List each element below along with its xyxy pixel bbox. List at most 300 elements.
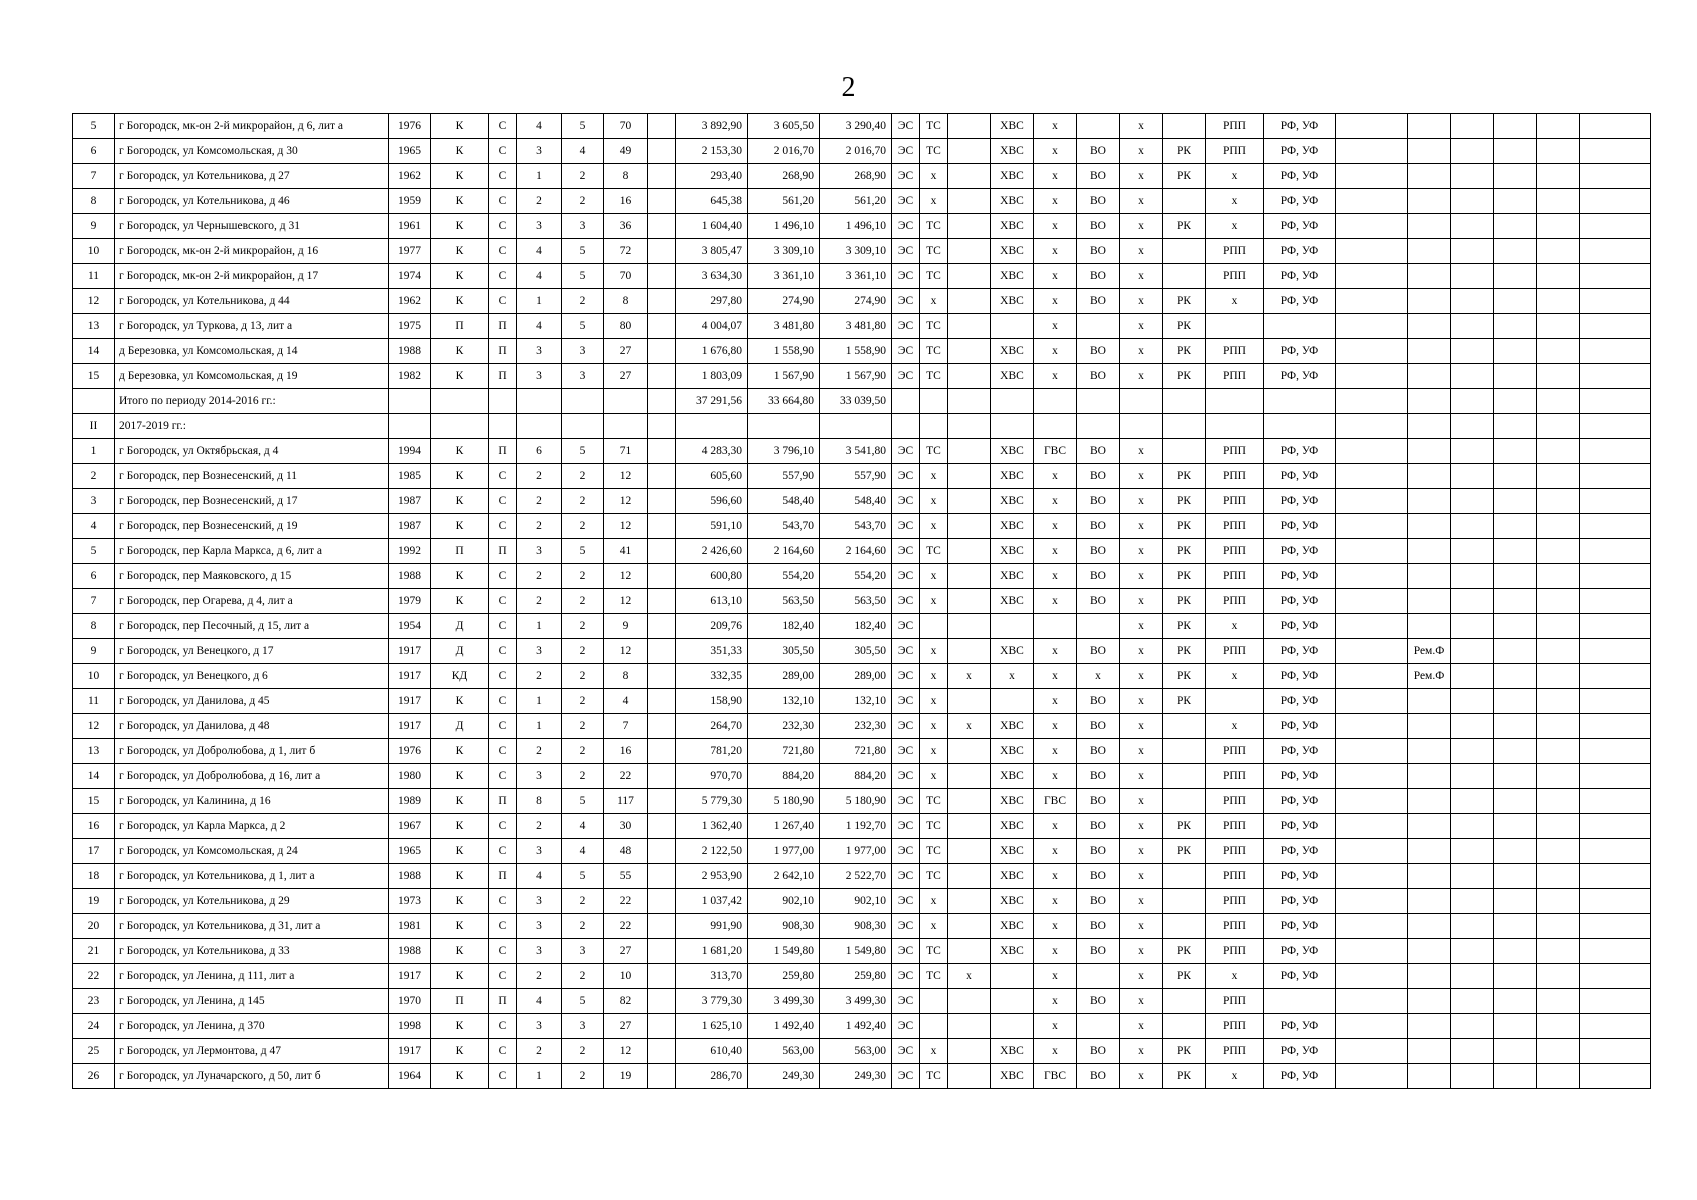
table-cell: 259,80 bbox=[748, 964, 820, 989]
table-cell bbox=[489, 389, 517, 414]
table-cell bbox=[1451, 214, 1494, 239]
table-cell: 1976 bbox=[389, 114, 431, 139]
row-number-cell: 26 bbox=[73, 1064, 115, 1089]
table-cell: ВО bbox=[1077, 514, 1120, 539]
table-cell: ВО bbox=[1077, 814, 1120, 839]
table-cell bbox=[1494, 114, 1537, 139]
table-cell: 4 bbox=[517, 114, 562, 139]
address-cell: г Богородск, ул Ленина, д 145 bbox=[115, 989, 389, 1014]
table-row bbox=[73, 764, 1651, 789]
table-cell: 1 625,10 bbox=[676, 1014, 748, 1039]
table-row bbox=[73, 1064, 1651, 1089]
table-cell bbox=[1580, 564, 1651, 589]
table-cell: х bbox=[1034, 664, 1077, 689]
table-cell bbox=[1580, 464, 1651, 489]
table-cell bbox=[1494, 889, 1537, 914]
table-cell: ЭС bbox=[892, 114, 920, 139]
table-cell: С bbox=[489, 639, 517, 664]
table-cell bbox=[1408, 314, 1451, 339]
table-cell: КД bbox=[431, 664, 489, 689]
table-cell bbox=[1264, 989, 1336, 1014]
table-row bbox=[73, 564, 1651, 589]
table-cell: х bbox=[1077, 664, 1120, 689]
table-cell: 12 bbox=[604, 639, 648, 664]
table-cell bbox=[1537, 714, 1580, 739]
table-cell bbox=[1494, 589, 1537, 614]
table-cell bbox=[1580, 589, 1651, 614]
table-cell: 1917 bbox=[389, 664, 431, 689]
table-cell bbox=[1336, 239, 1408, 264]
table-cell bbox=[1537, 664, 1580, 689]
table-cell: ТС bbox=[920, 114, 948, 139]
table-cell: 5 bbox=[562, 114, 604, 139]
table-cell: 1 676,80 bbox=[676, 339, 748, 364]
table-cell: 5 bbox=[562, 314, 604, 339]
table-cell: 605,60 bbox=[676, 464, 748, 489]
table-cell: РПП bbox=[1206, 889, 1264, 914]
table-cell bbox=[1408, 239, 1451, 264]
table-cell: 3 499,30 bbox=[748, 989, 820, 1014]
table-cell: 2 bbox=[517, 564, 562, 589]
table-cell: х bbox=[1120, 739, 1163, 764]
table-cell: ТС bbox=[920, 539, 948, 564]
table-cell bbox=[948, 114, 991, 139]
table-cell bbox=[1537, 189, 1580, 214]
table-row bbox=[73, 389, 1651, 414]
table-cell bbox=[948, 614, 991, 639]
table-cell: С bbox=[489, 289, 517, 314]
table-cell: 600,80 bbox=[676, 564, 748, 589]
table-cell: РФ, УФ bbox=[1264, 1064, 1336, 1089]
table-row bbox=[73, 489, 1651, 514]
table-cell: 3 bbox=[517, 364, 562, 389]
table-cell: 1976 bbox=[389, 739, 431, 764]
table-cell: х bbox=[1120, 264, 1163, 289]
table-cell bbox=[1408, 1039, 1451, 1064]
table-cell: 1954 bbox=[389, 614, 431, 639]
table-cell: 12 bbox=[604, 514, 648, 539]
address-cell: г Богородск, ул Котельникова, д 29 bbox=[115, 889, 389, 914]
table-cell: РФ, УФ bbox=[1264, 639, 1336, 664]
row-number-cell: 3 bbox=[73, 489, 115, 514]
table-cell: 2 bbox=[562, 189, 604, 214]
table-cell: 3 481,80 bbox=[748, 314, 820, 339]
table-cell bbox=[1163, 1014, 1206, 1039]
table-cell: 2 bbox=[517, 589, 562, 614]
table-cell bbox=[648, 1039, 676, 1064]
table-cell: х bbox=[920, 564, 948, 589]
table-cell: ЭС bbox=[892, 139, 920, 164]
table-cell bbox=[1408, 439, 1451, 464]
table-cell: РПП bbox=[1206, 814, 1264, 839]
table-cell: х bbox=[1120, 689, 1163, 714]
table-cell: 2 bbox=[562, 464, 604, 489]
table-cell: ХВС bbox=[991, 1039, 1034, 1064]
table-cell: К bbox=[431, 564, 489, 589]
table-cell: 274,90 bbox=[748, 289, 820, 314]
address-cell: г Богородск, ул Венецкого, д 6 bbox=[115, 664, 389, 689]
address-cell: г Богородск, пер Вознесенский, д 19 bbox=[115, 514, 389, 539]
table-cell bbox=[648, 739, 676, 764]
table-cell: ВО bbox=[1077, 889, 1120, 914]
table-cell bbox=[991, 389, 1034, 414]
table-cell: х bbox=[1120, 339, 1163, 364]
table-cell: П bbox=[489, 314, 517, 339]
table-cell bbox=[648, 189, 676, 214]
table-cell: 2 bbox=[562, 914, 604, 939]
table-cell: Д bbox=[431, 614, 489, 639]
table-cell bbox=[948, 164, 991, 189]
table-cell: РК bbox=[1163, 639, 1206, 664]
table-cell: х bbox=[1034, 514, 1077, 539]
table-cell: ВО bbox=[1077, 914, 1120, 939]
table-cell bbox=[1336, 839, 1408, 864]
table-cell: ВО bbox=[1077, 639, 1120, 664]
table-cell: х bbox=[1120, 914, 1163, 939]
table-cell bbox=[1494, 389, 1537, 414]
table-cell bbox=[1408, 714, 1451, 739]
table-cell: 2 522,70 bbox=[820, 864, 892, 889]
table-cell bbox=[1580, 514, 1651, 539]
table-cell: 1988 bbox=[389, 564, 431, 589]
table-cell bbox=[948, 889, 991, 914]
table-cell bbox=[1580, 1039, 1651, 1064]
table-cell bbox=[1408, 364, 1451, 389]
table-cell: ВО bbox=[1077, 589, 1120, 614]
table-cell: РФ, УФ bbox=[1264, 464, 1336, 489]
table-cell: 2 953,90 bbox=[676, 864, 748, 889]
table-cell: ХВС bbox=[991, 789, 1034, 814]
table-cell: 8 bbox=[604, 664, 648, 689]
table-cell: х bbox=[1034, 589, 1077, 614]
table-cell bbox=[1077, 1014, 1120, 1039]
table-cell: 5 bbox=[562, 264, 604, 289]
table-cell bbox=[1451, 664, 1494, 689]
table-cell bbox=[1163, 989, 1206, 1014]
table-cell: К bbox=[431, 1014, 489, 1039]
table-cell: РК bbox=[1163, 564, 1206, 589]
table-cell bbox=[1336, 889, 1408, 914]
table-cell: 557,90 bbox=[748, 464, 820, 489]
table-cell: 30 bbox=[604, 814, 648, 839]
table-row bbox=[73, 714, 1651, 739]
table-cell: 259,80 bbox=[820, 964, 892, 989]
table-cell: ЭС bbox=[892, 489, 920, 514]
table-cell: 902,10 bbox=[748, 889, 820, 914]
table-cell: ЭС bbox=[892, 339, 920, 364]
table-cell bbox=[1580, 164, 1651, 189]
table-cell bbox=[1451, 1014, 1494, 1039]
table-cell: 4 bbox=[517, 864, 562, 889]
table-cell bbox=[948, 839, 991, 864]
table-cell: х bbox=[920, 914, 948, 939]
table-cell: 561,20 bbox=[820, 189, 892, 214]
table-cell: 5 bbox=[562, 789, 604, 814]
table-cell bbox=[1408, 839, 1451, 864]
table-cell: 1 681,20 bbox=[676, 939, 748, 964]
table-cell: РПП bbox=[1206, 339, 1264, 364]
table-cell: 1977 bbox=[389, 239, 431, 264]
table-cell: х bbox=[1120, 189, 1163, 214]
table-cell: С bbox=[489, 164, 517, 189]
table-cell: х bbox=[948, 714, 991, 739]
table-cell bbox=[1163, 239, 1206, 264]
table-cell bbox=[920, 614, 948, 639]
table-cell bbox=[1537, 214, 1580, 239]
address-cell: г Богородск, ул Котельникова, д 27 bbox=[115, 164, 389, 189]
row-number-cell: 19 bbox=[73, 889, 115, 914]
table-cell: ЭС bbox=[892, 539, 920, 564]
table-cell bbox=[1408, 289, 1451, 314]
table-row bbox=[73, 689, 1651, 714]
table-cell: РК bbox=[1163, 939, 1206, 964]
table-cell: 2 bbox=[562, 564, 604, 589]
row-number-cell: 11 bbox=[73, 689, 115, 714]
table-cell: х bbox=[1034, 339, 1077, 364]
table-cell bbox=[1494, 714, 1537, 739]
table-cell bbox=[948, 1014, 991, 1039]
address-cell: г Богородск, ул Добролюбова, д 1, лит б bbox=[115, 739, 389, 764]
table-cell: К bbox=[431, 864, 489, 889]
table-cell bbox=[1537, 439, 1580, 464]
table-cell: 1 bbox=[517, 289, 562, 314]
table-row bbox=[73, 864, 1651, 889]
table-cell bbox=[991, 1014, 1034, 1039]
table-cell: х bbox=[1034, 689, 1077, 714]
table-cell bbox=[648, 314, 676, 339]
table-cell: х bbox=[920, 289, 948, 314]
table-cell bbox=[1336, 789, 1408, 814]
table-cell: ХВС bbox=[991, 439, 1034, 464]
table-cell: К bbox=[431, 914, 489, 939]
table-cell: 970,70 bbox=[676, 764, 748, 789]
table-cell bbox=[1077, 964, 1120, 989]
table-cell: ТС bbox=[920, 314, 948, 339]
table-cell bbox=[991, 689, 1034, 714]
table-row bbox=[73, 839, 1651, 864]
table-cell: 1959 bbox=[389, 189, 431, 214]
table-cell: 2 bbox=[517, 664, 562, 689]
table-row bbox=[73, 914, 1651, 939]
table-cell: ХВС bbox=[991, 539, 1034, 564]
table-cell bbox=[1580, 389, 1651, 414]
table-cell: 2 bbox=[517, 1039, 562, 1064]
address-cell: г Богородск, ул Котельникова, д 46 bbox=[115, 189, 389, 214]
table-cell: ГВС bbox=[1034, 789, 1077, 814]
table-cell: 209,76 bbox=[676, 614, 748, 639]
row-number-cell: 4 bbox=[73, 514, 115, 539]
table-cell: РПП bbox=[1206, 239, 1264, 264]
table-cell bbox=[1537, 1039, 1580, 1064]
table-cell bbox=[648, 689, 676, 714]
table-cell bbox=[1408, 214, 1451, 239]
table-cell bbox=[1537, 914, 1580, 939]
table-cell: 563,50 bbox=[820, 589, 892, 614]
address-cell: г Богородск, ул Комсомольская, д 24 bbox=[115, 839, 389, 864]
table-cell: х bbox=[1120, 664, 1163, 689]
table-cell: С bbox=[489, 839, 517, 864]
table-cell: х bbox=[1034, 139, 1077, 164]
table-cell bbox=[1408, 114, 1451, 139]
table-cell: РФ, УФ bbox=[1264, 739, 1336, 764]
table-cell: С bbox=[489, 189, 517, 214]
table-cell: К bbox=[431, 114, 489, 139]
table-cell: 1973 bbox=[389, 889, 431, 914]
table-cell bbox=[648, 539, 676, 564]
table-cell: х bbox=[1034, 914, 1077, 939]
address-cell: г Богородск, пер Песочный, д 15, лит а bbox=[115, 614, 389, 639]
table-cell bbox=[1408, 739, 1451, 764]
table-cell: х bbox=[1034, 539, 1077, 564]
table-cell bbox=[648, 939, 676, 964]
table-cell: х bbox=[1120, 639, 1163, 664]
table-cell: х bbox=[1120, 764, 1163, 789]
address-cell: г Богородск, мк-он 2-й микрорайон, д 6, лит а bbox=[115, 114, 389, 139]
table-cell: 543,70 bbox=[820, 514, 892, 539]
table-cell: РФ, УФ bbox=[1264, 664, 1336, 689]
table-cell: 3 499,30 bbox=[820, 989, 892, 1014]
table-cell: К bbox=[431, 1039, 489, 1064]
table-cell bbox=[1336, 739, 1408, 764]
table-cell: С bbox=[489, 489, 517, 514]
table-cell: ХВС bbox=[991, 189, 1034, 214]
table-row bbox=[73, 314, 1651, 339]
table-cell bbox=[1336, 764, 1408, 789]
table-cell: 1 267,40 bbox=[748, 814, 820, 839]
table-cell: ЭС bbox=[892, 214, 920, 239]
table-cell bbox=[648, 514, 676, 539]
table-cell bbox=[1336, 539, 1408, 564]
table-cell: ТС bbox=[920, 964, 948, 989]
table-cell: РФ, УФ bbox=[1264, 564, 1336, 589]
table-cell: ЭС bbox=[892, 1039, 920, 1064]
table-cell: К bbox=[431, 839, 489, 864]
table-cell: 19 bbox=[604, 1064, 648, 1089]
table-cell: ВО bbox=[1077, 739, 1120, 764]
table-cell: 33 664,80 bbox=[748, 389, 820, 414]
table-cell: РФ, УФ bbox=[1264, 589, 1336, 614]
table-cell bbox=[1494, 764, 1537, 789]
table-row bbox=[73, 989, 1651, 1014]
table-cell: К bbox=[431, 139, 489, 164]
table-cell: ВО bbox=[1077, 339, 1120, 364]
table-cell: 3 bbox=[517, 839, 562, 864]
table-cell: 1 bbox=[517, 614, 562, 639]
table-cell: 1 192,70 bbox=[820, 814, 892, 839]
table-cell: РФ, УФ bbox=[1264, 814, 1336, 839]
table-cell bbox=[1580, 289, 1651, 314]
table-cell bbox=[1163, 714, 1206, 739]
table-cell: ЭС bbox=[892, 764, 920, 789]
table-cell: 781,20 bbox=[676, 739, 748, 764]
table-cell: К bbox=[431, 889, 489, 914]
table-cell bbox=[1336, 289, 1408, 314]
table-cell bbox=[1580, 439, 1651, 464]
table-cell bbox=[648, 389, 676, 414]
table-cell: РФ, УФ bbox=[1264, 1039, 1336, 1064]
table-cell bbox=[1580, 764, 1651, 789]
table-cell: 2 bbox=[562, 614, 604, 639]
table-cell: х bbox=[1034, 814, 1077, 839]
table-cell: 884,20 bbox=[748, 764, 820, 789]
table-cell bbox=[1451, 264, 1494, 289]
table-cell: 268,90 bbox=[748, 164, 820, 189]
table-cell bbox=[1034, 389, 1077, 414]
table-cell: РК bbox=[1163, 289, 1206, 314]
table-cell: х bbox=[1120, 1039, 1163, 1064]
table-cell: ТС bbox=[920, 939, 948, 964]
table-cell bbox=[1537, 514, 1580, 539]
table-cell bbox=[1580, 889, 1651, 914]
table-cell bbox=[1451, 514, 1494, 539]
table-cell bbox=[1451, 489, 1494, 514]
row-number-cell: 16 bbox=[73, 814, 115, 839]
table-cell: ЭС bbox=[892, 239, 920, 264]
table-row bbox=[73, 289, 1651, 314]
table-cell bbox=[648, 364, 676, 389]
table-cell bbox=[1537, 314, 1580, 339]
table-cell: РК bbox=[1163, 1064, 1206, 1089]
row-number-cell: 20 bbox=[73, 914, 115, 939]
table-cell: 3 bbox=[562, 364, 604, 389]
table-cell: РФ, УФ bbox=[1264, 364, 1336, 389]
table-cell bbox=[1537, 1064, 1580, 1089]
table-cell: 3 892,90 bbox=[676, 114, 748, 139]
table-cell bbox=[1451, 564, 1494, 589]
table-cell: 3 bbox=[562, 214, 604, 239]
table-cell: ХВС bbox=[991, 1064, 1034, 1089]
table-cell: х bbox=[1206, 964, 1264, 989]
table-cell: С bbox=[489, 589, 517, 614]
table-cell: х bbox=[1120, 714, 1163, 739]
table-cell bbox=[948, 864, 991, 889]
table-cell: С bbox=[489, 1014, 517, 1039]
table-cell: РФ, УФ bbox=[1264, 339, 1336, 364]
table-cell: 1 362,40 bbox=[676, 814, 748, 839]
table-cell: С bbox=[489, 739, 517, 764]
table-cell: 3 bbox=[562, 339, 604, 364]
table-cell: ТС bbox=[920, 864, 948, 889]
table-cell bbox=[1580, 314, 1651, 339]
table-cell: 2 bbox=[517, 489, 562, 514]
table-cell: 80 bbox=[604, 314, 648, 339]
table-cell: х bbox=[1034, 964, 1077, 989]
table-cell: 3 bbox=[517, 139, 562, 164]
table-cell bbox=[1537, 564, 1580, 589]
table-cell: ВО bbox=[1077, 1064, 1120, 1089]
table-cell: 1962 bbox=[389, 164, 431, 189]
table-row bbox=[73, 739, 1651, 764]
table-cell: ТС bbox=[920, 239, 948, 264]
table-cell: РФ, УФ bbox=[1264, 239, 1336, 264]
table-cell: 182,40 bbox=[820, 614, 892, 639]
table-cell: К bbox=[431, 964, 489, 989]
table-cell: 561,20 bbox=[748, 189, 820, 214]
table-cell: 2 164,60 bbox=[748, 539, 820, 564]
table-cell: ЭС bbox=[892, 164, 920, 189]
table-cell: 5 bbox=[562, 539, 604, 564]
table-cell bbox=[1336, 189, 1408, 214]
table-cell bbox=[1336, 564, 1408, 589]
table-cell bbox=[1451, 589, 1494, 614]
table-cell bbox=[648, 264, 676, 289]
table-cell: 5 180,90 bbox=[748, 789, 820, 814]
table-cell bbox=[1537, 864, 1580, 889]
table-cell bbox=[1408, 1014, 1451, 1039]
table-cell: П bbox=[489, 539, 517, 564]
table-cell bbox=[1537, 539, 1580, 564]
table-cell: х bbox=[1120, 214, 1163, 239]
